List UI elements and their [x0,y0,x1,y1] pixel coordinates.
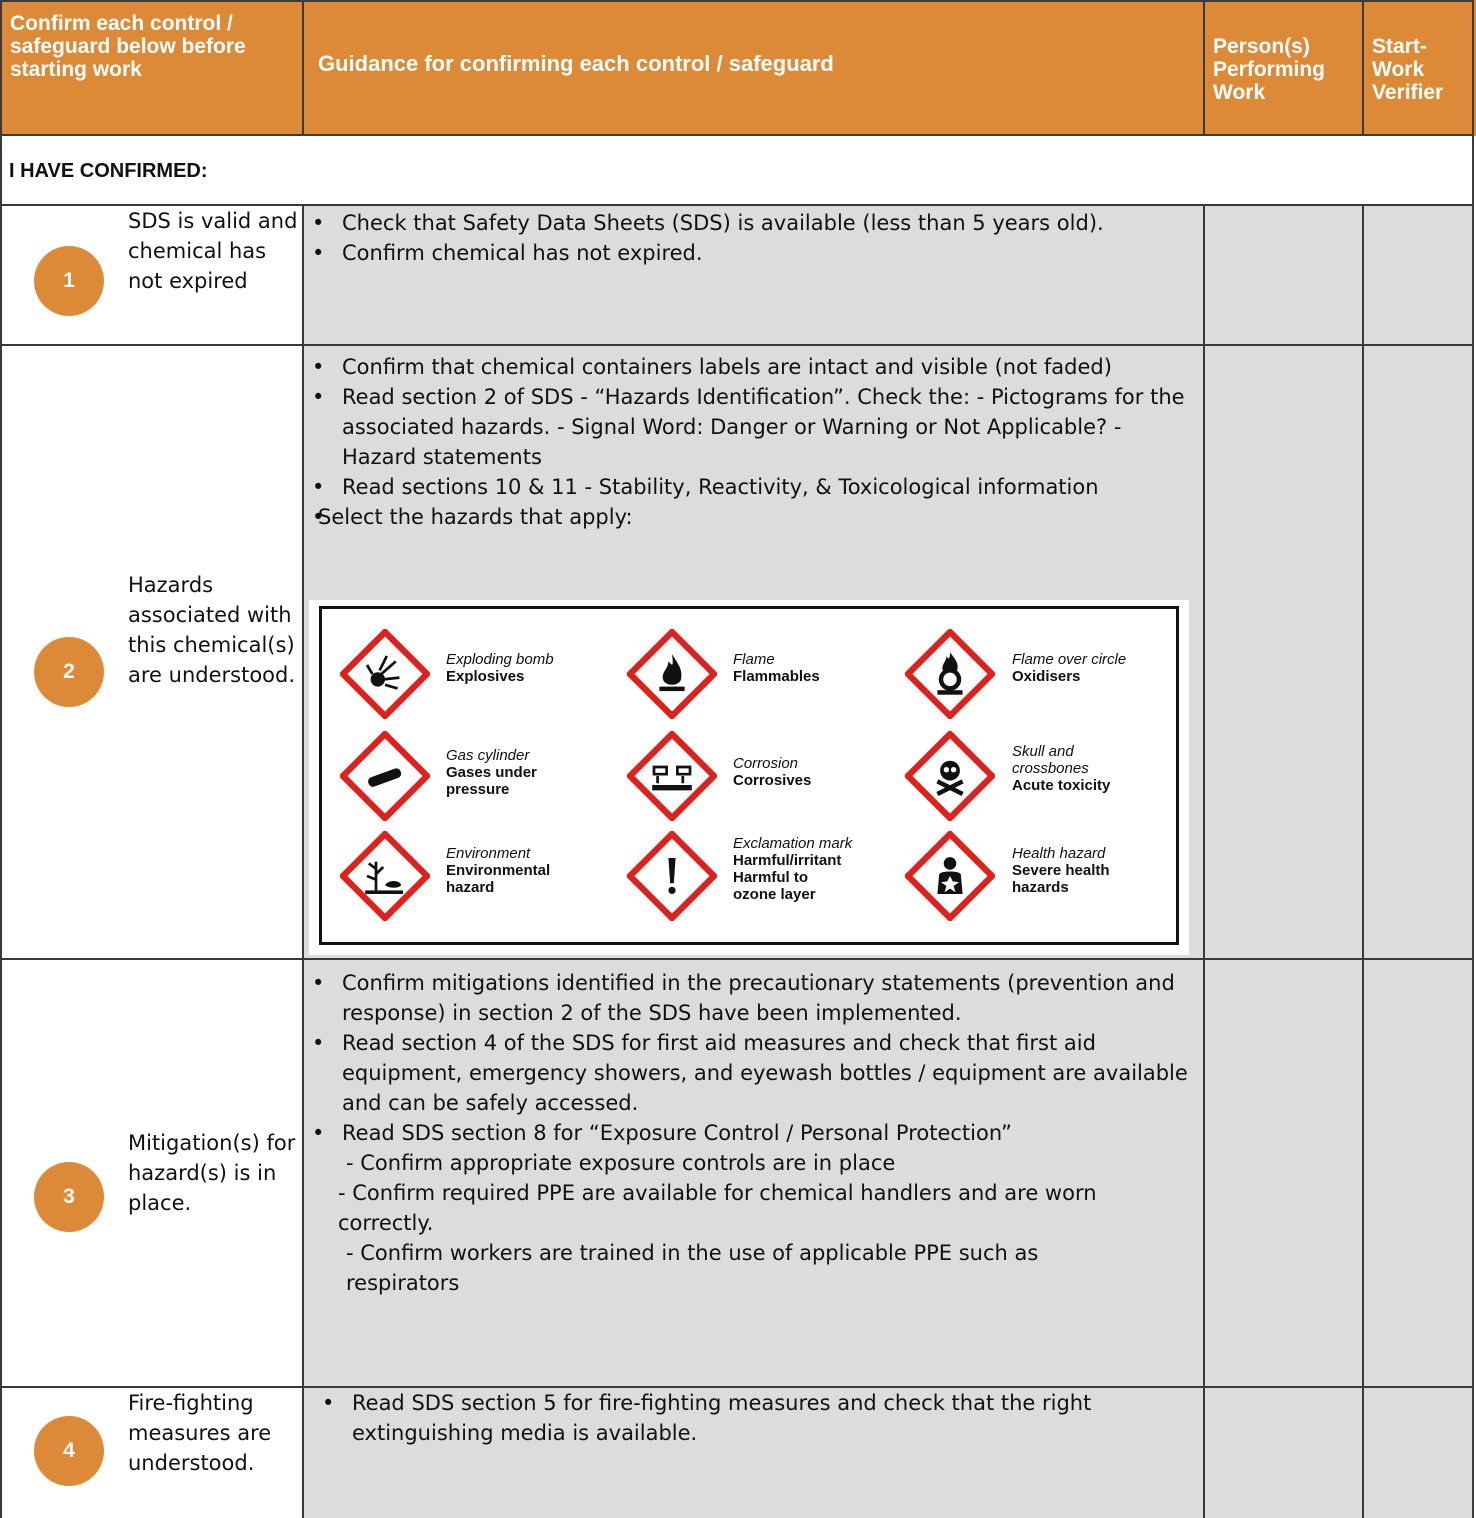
pictogram-name: Skull and crossbones [1012,743,1089,777]
step-number-badge: 3 [34,1162,104,1232]
header-person-column: Person(s) Performing Work [1205,0,1364,136]
pictogram-name: Environment [446,845,531,862]
sub-list-item: - Confirm appropriate exposure controls are in place [346,1151,896,1175]
ghs-pictogram-panel [309,600,1189,955]
control-text: Fire-fighting measures are understood. [128,1391,272,1475]
guidance-list [304,352,1194,532]
step-number-badge: 1 [34,246,104,316]
list-item: • Confirm that chemical containers labels are intact and visible (not faded) [304,352,1194,382]
list-item: • Read SDS section 5 for fire-fighting measures and check that the right extinguishing media is available. [314,1388,1174,1448]
list-item: • Read section 4 of the SDS for first aid measures and check that first aid equipment, emergency showers, and eyewash bottles / equipment are available and can be safely accessed. [304,1028,1194,1118]
step-number-badge: 2 [34,637,104,707]
person-signoff-cell[interactable] [1205,206,1364,346]
header-guidance-column: Guidance for confirming each control / safeguard [304,0,1205,136]
pictogram-class: Oxidisers [1012,668,1081,685]
pictogram-name: Corrosion [733,755,799,772]
pictogram-name: Exploding bomb [446,651,554,668]
guidance-list [304,968,1194,1298]
person-signoff-cell[interactable] [1205,346,1364,960]
pictogram-class: Gases under pressure [446,764,537,798]
guidance-list [314,1388,1174,1448]
health-hazard-icon[interactable] [905,831,995,921]
list-item: • Confirm mitigations identified in the precautionary statements (prevention and response) in section 2 of the SDS have been implemented. [304,968,1194,1028]
corrosion-icon[interactable] [627,731,717,821]
guidance-cell [304,1388,1205,1518]
flame-icon[interactable] [627,629,717,719]
flame-over-circle-icon[interactable] [905,629,995,719]
guidance-cell [304,206,1205,346]
list-item: • Confirm chemical has not expired. [304,238,1194,268]
verifier-signoff-cell[interactable] [1364,960,1474,1388]
pictogram-label [446,651,554,685]
pictogram-class: Severe health hazards [1012,862,1110,896]
control-text: Hazards associated with this chemical(s) are understood. [128,573,296,687]
sub-list-item: - Confirm workers are trained in the use of applicable PPE such as respirators [346,1241,1039,1295]
list-item: • Check that Safety Data Sheets (SDS) is available (less than 5 years old). [304,208,1194,238]
pictogram-class: Corrosives [733,772,812,789]
verifier-signoff-cell[interactable] [1364,346,1474,960]
exploding-bomb-icon[interactable] [340,629,430,719]
pictogram-class: Flammables [733,668,820,685]
pictogram-class: Harmful/irritant Harmful to ozone layer [733,852,842,903]
section-label-row [0,136,1476,206]
guidance-cell [304,960,1205,1388]
step-number-badge: 4 [34,1416,104,1486]
pictogram-label [446,747,556,798]
skull-crossbones-icon[interactable] [905,731,995,821]
control-text: SDS is valid and chemical has not expired [128,209,298,293]
control-cell [0,346,304,960]
gas-cylinder-icon[interactable] [340,731,430,821]
verifier-signoff-cell[interactable] [1364,1388,1474,1518]
list-item-text: Select the hazards that apply: [318,505,633,529]
list-item: • Read section 2 of SDS - “Hazards Identification”. Check the: - Pictograms for the associated hazards. - Signal Word: Danger or Warning or Not Applicable? - Hazard statements [304,382,1194,472]
control-cell [0,1388,304,1518]
header-verifier-column: Start-Work Verifier [1364,0,1474,136]
table-row [0,960,1476,1388]
pictogram-class: Environmental hazard [446,862,551,896]
table-header [0,0,1476,136]
control-text: Mitigation(s) for hazard(s) is in place. [128,1131,296,1215]
list-item: • Read sections 10 & 11 - Stability, Reactivity, & Toxicological information [304,472,1194,502]
pictogram-class: Acute toxicity [1012,777,1111,794]
pictogram-label [1012,743,1142,794]
person-signoff-cell[interactable] [1205,960,1364,1388]
pictogram-class: Explosives [446,668,525,685]
pictogram-name: Flame over circle [1012,651,1127,668]
ghs-pictogram-frame [319,606,1179,945]
pictogram-label [446,845,556,896]
section-label: I HAVE CONFIRMED: [0,136,1474,206]
control-cell [0,206,304,346]
pictogram-label [1012,651,1126,685]
pictogram-name: Flame [733,651,775,668]
pictogram-label [1012,845,1122,896]
exclamation-mark-icon[interactable] [627,831,717,921]
header-control-column: Confirm each control / safeguard below before starting work [0,0,304,136]
list-item [304,502,1194,532]
pictogram-name: Gas cylinder [446,747,530,764]
person-signoff-cell[interactable] [1205,1388,1364,1518]
guidance-list [304,208,1194,268]
sub-list-item: - Confirm required PPE are available for chemical handlers and are worn correctly. [338,1181,1097,1235]
verifier-signoff-cell[interactable] [1364,206,1474,346]
pictogram-label [733,651,820,685]
pictogram-label [733,755,811,789]
pictogram-label [733,835,883,903]
environment-icon[interactable] [340,831,430,921]
table-row [0,1388,1476,1518]
list-item: • Read SDS section 8 for “Exposure Control / Personal Protection” [304,1118,1194,1148]
table-row [0,206,1476,346]
pictogram-name: Exclamation mark [733,835,853,852]
control-cell [0,960,304,1388]
pictogram-name: Health hazard [1012,845,1106,862]
